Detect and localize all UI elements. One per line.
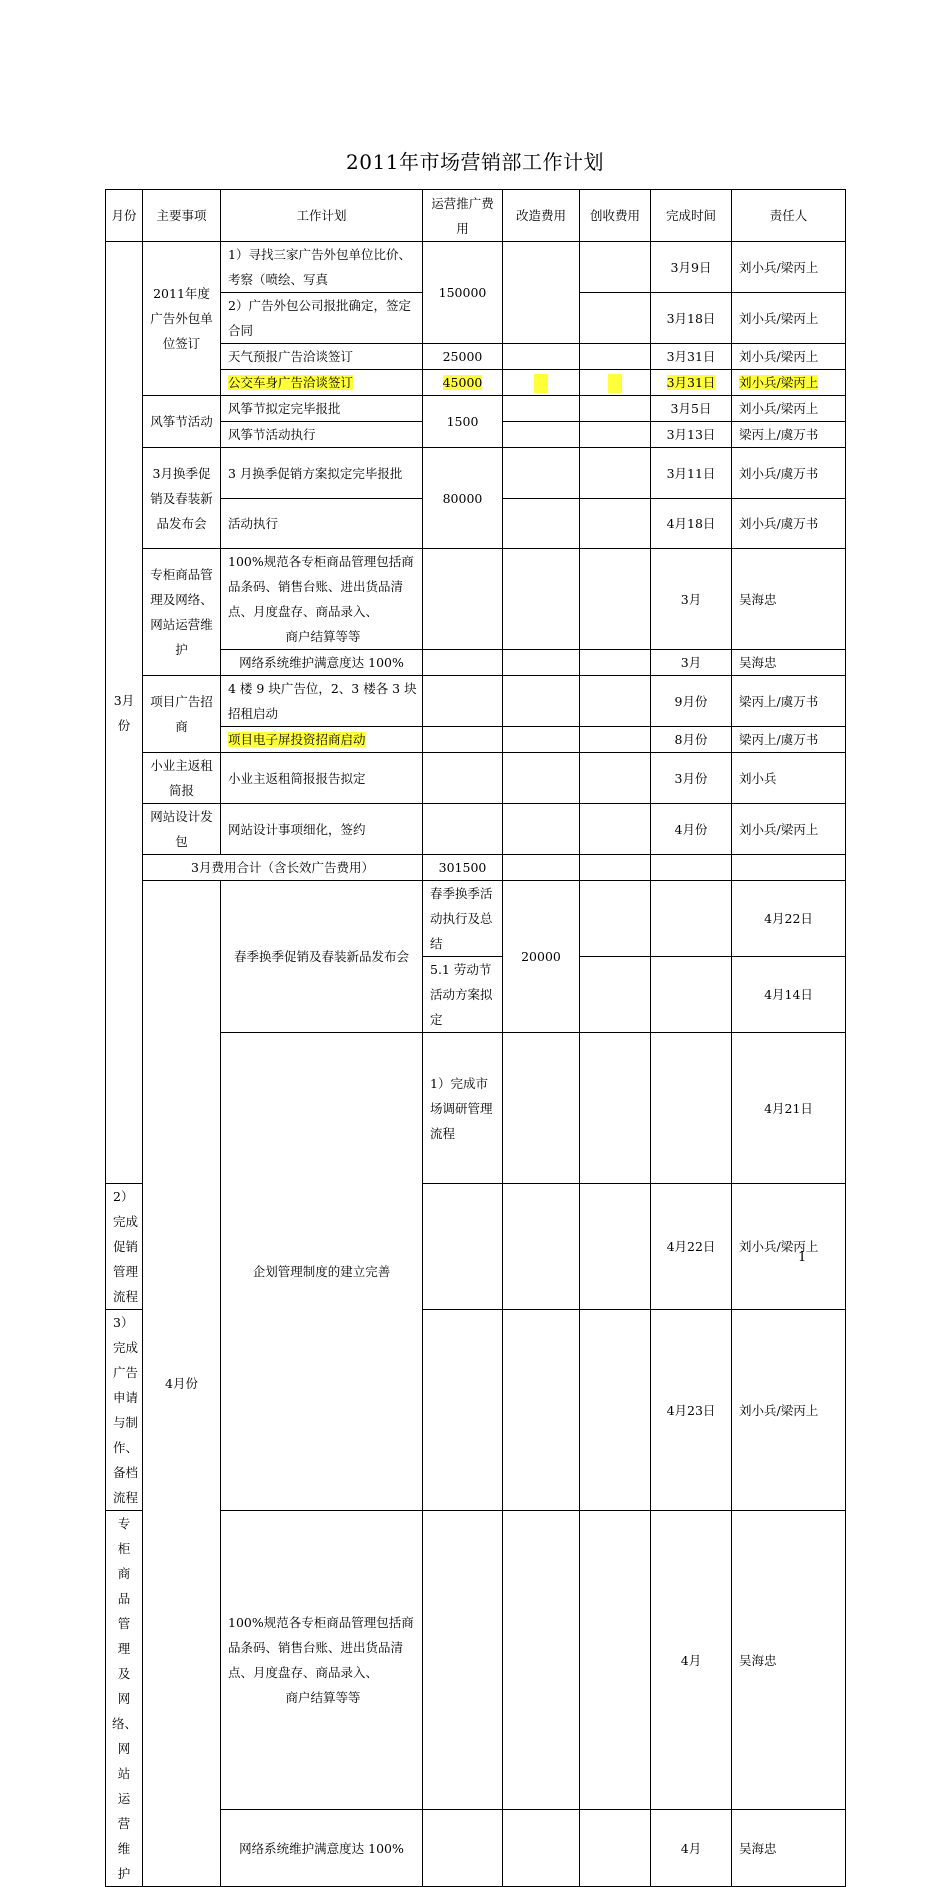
table-row — [106, 676, 846, 727]
owner-cell: 刘小兵/梁丙上 — [732, 396, 846, 422]
plan-cell: 公交车身广告洽谈签订 — [228, 375, 354, 390]
header-ops-cost: 运营推广费用 — [423, 190, 503, 242]
owner-cell: 梁丙上/虞万书 — [732, 422, 846, 448]
plan-cell: 2）广告外包公司报批确定，签定合同 — [221, 293, 423, 344]
deadline-cell: 3月11日 — [651, 448, 732, 499]
plan-cell: 5.1 劳动节活动方案拟定 — [423, 957, 503, 1033]
cost-cell: 45000 — [442, 375, 483, 390]
deadline-cell: 3月 — [651, 650, 732, 676]
owner-cell: 梁丙上/虞万书 — [732, 727, 846, 753]
cost-cell: 25000 — [423, 344, 503, 370]
deadline-cell: 4月22日 — [732, 881, 846, 957]
deadline-cell: 3月31日 — [651, 344, 732, 370]
plan-cell: 网络系统维护满意度达 100% — [221, 650, 423, 676]
header-revenue-cost: 创收费用 — [580, 190, 651, 242]
group-kite-festival: 风筝节活动 — [143, 396, 221, 448]
group-spring-promo: 3月换季促销及春装新品发布会 — [143, 448, 221, 549]
plan-cell: 3 月换季促销方案拟定完毕报批 — [221, 448, 423, 499]
march-total-label: 3月费用合计（含长效广告费用） — [143, 855, 423, 881]
deadline-cell: 4月份 — [651, 804, 732, 855]
deadline-cell: 3月9日 — [651, 242, 732, 293]
march-total-value: 301500 — [423, 855, 503, 881]
plan-cell: 风筝节拟定完毕报批 — [221, 396, 423, 422]
highlight-marker — [534, 374, 548, 393]
plan-cell: 小业主返租简报报告拟定 — [221, 753, 423, 804]
table-header-row — [106, 190, 846, 242]
table-row — [106, 753, 846, 804]
owner-cell: 刘小兵/梁丙上 — [732, 344, 846, 370]
cost-cell: 150000 — [423, 242, 503, 344]
owner-cell: 吴海忠 — [732, 650, 846, 676]
page-title: 2011年市场营销部工作计划 — [346, 150, 604, 174]
owner-cell: 刘小兵/梁丙上 — [732, 1184, 846, 1310]
deadline-cell: 3月18日 — [651, 293, 732, 344]
group-spring-promo-april: 春季换季促销及春装新品发布会 — [221, 881, 423, 1033]
owner-cell: 吴海忠 — [732, 1810, 846, 1887]
march-total-row — [106, 855, 846, 881]
cost-cell: 80000 — [423, 448, 503, 549]
plan-cell: 1）寻找三家广告外包单位比价、考察（喷绘、写真 — [221, 242, 423, 293]
deadline-cell: 4月23日 — [651, 1310, 732, 1511]
owner-cell: 刘小兵 — [732, 753, 846, 804]
table-row — [106, 549, 846, 650]
deadline-cell: 4月14日 — [732, 957, 846, 1033]
deadline-cell: 4月21日 — [732, 1033, 846, 1184]
month-april: 4月份 — [143, 881, 221, 1887]
deadline-cell: 4月22日 — [651, 1184, 732, 1310]
owner-cell: 刘小兵/梁丙上 — [739, 375, 819, 390]
deadline-cell: 9月份 — [651, 676, 732, 727]
owner-cell: 吴海忠 — [732, 549, 846, 650]
deadline-cell: 3月31日 — [666, 375, 716, 390]
table-row — [106, 881, 846, 957]
plan-cell: 3）完成广告申请与制作、备档流程 — [106, 1310, 143, 1511]
header-month: 月份 — [106, 190, 143, 242]
deadline-cell: 3月 — [651, 549, 732, 650]
deadline-cell: 4月 — [651, 1511, 732, 1810]
table-row — [106, 448, 846, 499]
group-counter-management: 专柜商品管理及网络、网站运营维护 — [143, 549, 221, 676]
deadline-cell: 3月份 — [651, 753, 732, 804]
owner-cell: 刘小兵/梁丙上 — [732, 242, 846, 293]
plan-cell: 网络系统维护满意度达 100% — [221, 1810, 423, 1887]
plan-cell-tail: 商户结算等等 — [285, 629, 361, 644]
plan-cell: 春季换季活动执行及总结 — [423, 881, 503, 957]
cost-cell: 20000 — [503, 881, 580, 1033]
group-website-design: 网站设计发包 — [143, 804, 221, 855]
header-item: 主要事项 — [143, 190, 221, 242]
group-counter-management-april: 专柜商品管理及网络、网站运营维护 — [106, 1511, 143, 1887]
owner-cell: 刘小兵/虞万书 — [732, 448, 846, 499]
page-number: 1 — [798, 1250, 807, 1265]
group-owner-leaseback: 小业主返租简报 — [143, 753, 221, 804]
deadline-cell: 3月13日 — [651, 422, 732, 448]
cost-cell: 1500 — [423, 396, 503, 448]
plan-cell: 风筝节活动执行 — [221, 422, 423, 448]
highlight-marker — [608, 374, 622, 393]
deadline-cell: 4月18日 — [651, 499, 732, 549]
owner-cell: 刘小兵/梁丙上 — [732, 1310, 846, 1511]
plan-cell: 4 楼 9 块广告位，2、3 楼各 3 块招租启动 — [221, 676, 423, 727]
header-owner: 责任人 — [732, 190, 846, 242]
plan-cell: 项目电子屏投资招商启动 — [228, 732, 366, 747]
table-row — [106, 396, 846, 422]
owner-cell: 吴海忠 — [732, 1511, 846, 1810]
owner-cell: 梁丙上/虞万书 — [732, 676, 846, 727]
owner-cell: 刘小兵/梁丙上 — [732, 804, 846, 855]
plan-cell: 活动执行 — [221, 499, 423, 549]
plan-cell: 网站设计事项细化，签约 — [221, 804, 423, 855]
owner-cell: 刘小兵/虞万书 — [732, 499, 846, 549]
table-row — [106, 804, 846, 855]
deadline-cell: 8月份 — [651, 727, 732, 753]
plan-cell: 100%规范各专柜商品管理包括商品条码、销售台账、进出货品清点、月度盘存、商品录入、 — [228, 554, 414, 619]
plan-cell-tail: 商户结算等等 — [285, 1690, 361, 1705]
deadline-cell: 3月5日 — [651, 396, 732, 422]
header-plan: 工作计划 — [221, 190, 423, 242]
deadline-cell: 4月 — [651, 1810, 732, 1887]
plan-cell: 2）完成促销管理流程 — [106, 1184, 143, 1310]
owner-cell: 刘小兵/梁丙上 — [732, 293, 846, 344]
group-ad-leasing: 项目广告招商 — [143, 676, 221, 753]
group-planning-system: 企划管理制度的建立完善 — [221, 1033, 423, 1511]
month-march: 3月份 — [106, 242, 143, 1184]
plan-cell: 100%规范各专柜商品管理包括商品条码、销售台账、进出货品清点、月度盘存、商品录入、 — [228, 1615, 414, 1680]
header-renovation-cost: 改造费用 — [503, 190, 580, 242]
plan-cell: 天气预报广告洽谈签订 — [221, 344, 423, 370]
group-ad-outsource: 2011年度广告外包单位签订 — [143, 242, 221, 396]
table-row — [106, 242, 846, 293]
plan-cell: 1）完成市场调研管理流程 — [423, 1033, 503, 1184]
work-plan-table — [105, 189, 846, 1887]
header-deadline: 完成时间 — [651, 190, 732, 242]
